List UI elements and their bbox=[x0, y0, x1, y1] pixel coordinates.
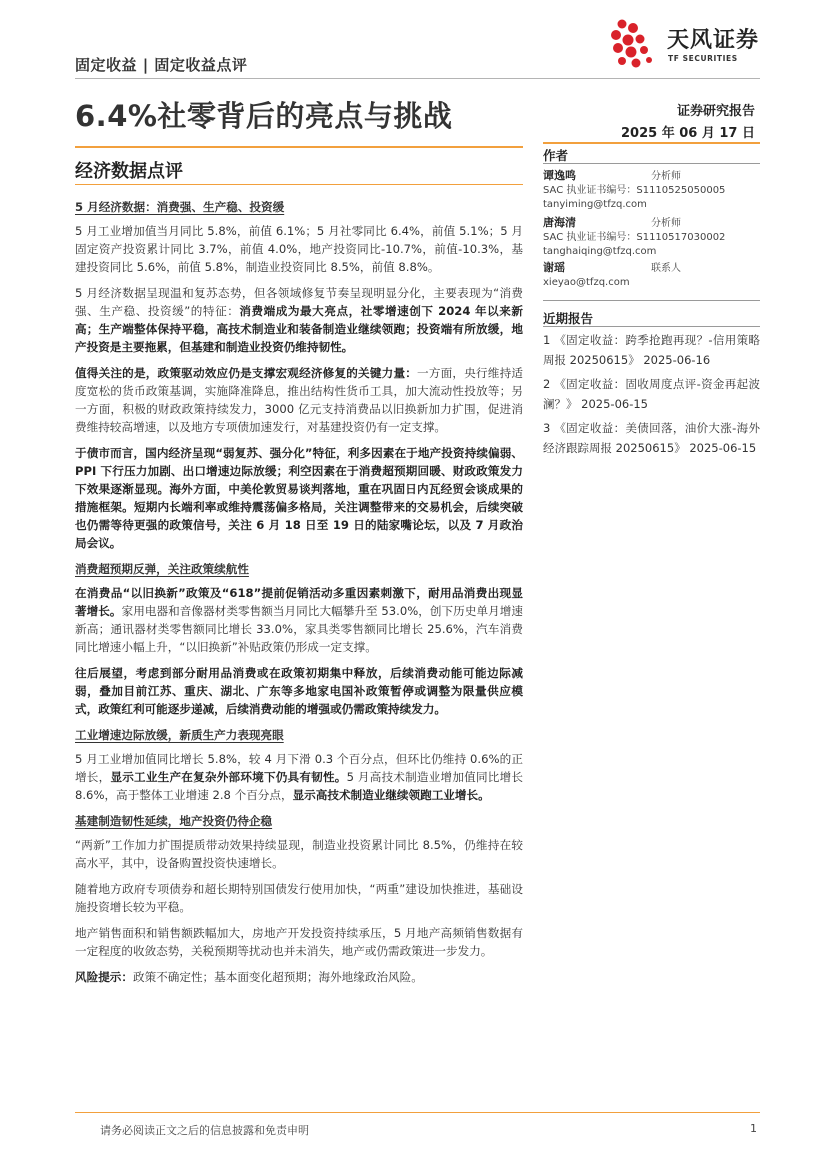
section-heading: 消费超预期反弹，关注政策续航性 bbox=[75, 562, 249, 576]
author-block bbox=[543, 261, 760, 290]
recent-reports-list bbox=[543, 330, 760, 462]
paragraph: 往后展望，考虑到部分耐用品消费或在政策初期集中释放，后续消费动能可能边际减弱，叠加目前江苏、重庆、湖北、广东等多地家电国补政策暂停或调整为限量供应模式，政策红利可能逐步递减，后续消费动能的增强或仍需政策持续发力。 bbox=[75, 666, 523, 716]
recent-reports-heading: 近期报告 bbox=[543, 311, 594, 326]
brand-name-en: TF SECURITIES bbox=[668, 54, 738, 63]
authors-divider bbox=[543, 163, 760, 164]
section-title: 经济数据点评 bbox=[75, 161, 183, 182]
author-role: 分析师 bbox=[651, 218, 681, 229]
author-role: 分析师 bbox=[651, 171, 681, 182]
paragraph: 5 月经济数据呈现温和复苏态势，但各领域修复节奏呈现明显分化，主要表现为“消费强、生产稳、投资缓”的特征：消费端成为最大亮点，社零增速创下 2024 年以来新高；生产端整体保持平稳，高技术制造业和装备制造业继续领跑；投资端有所放缓，地产投资是主要拖累，但基建和制造业投资仍维持韧性。 bbox=[75, 286, 524, 354]
report-category: 固定收益 | 固定收益点评 bbox=[75, 56, 248, 74]
author-block bbox=[543, 216, 760, 259]
header-divider bbox=[75, 78, 760, 79]
paragraph: 值得关注的是，政策驱动效应仍是支撑宏观经济修复的关键力量：一方面，央行维持适度宽松的货币政策基调，实施降准降息，推出结构性货币工具，加大流动性投放等；另一方面，积极的财政政策持续发力，3000 亿元支持消费品以旧换新加力扩围，促进消费维持较高增速，以及地方专项债加速发行，对基建投资仍有一定支撑。 bbox=[75, 366, 523, 434]
report-title: 6.4%社零背后的亮点与挑战 bbox=[75, 99, 453, 133]
brand-name-cn: 天风证券 bbox=[667, 28, 760, 53]
report-body bbox=[75, 198, 523, 994]
section-heading: 基建制造韧性延续，地产投资仍待企稳 bbox=[75, 814, 273, 828]
paragraph: 随着地方政府专项债券和超长期特别国债发行使用加快，“两重”建设加快推进，基础设施投资增长较为平稳。 bbox=[75, 882, 523, 914]
author-email[interactable]: xieyao@tfzq.com bbox=[543, 277, 630, 288]
paragraph: “两新”工作加力扩围提质带动效果持续显现，制造业投资累计同比 8.5%，仍维持在较高水平，其中，设备购置投资快速增长。 bbox=[75, 838, 523, 870]
paragraph: 地产销售面积和销售额跌幅加大，房地产开发投资持续承压，5 月地产高频销售数据有一定程度的收敛态势，关税预期等扰动也并未消失，地产或仍需政策进一步发力。 bbox=[75, 926, 523, 958]
footer-divider bbox=[75, 1112, 760, 1113]
title-divider-right bbox=[543, 142, 760, 144]
author-email[interactable]: tanyiming@tfzq.com bbox=[543, 199, 647, 210]
report-date: 2025 年 06 月 17 日 bbox=[621, 126, 755, 141]
paragraph: 5 月工业增加值同比增长 5.8%，较 4 月下滑 0.3 个百分点，但环比仍维持 0.6%的正增长，显示工业生产在复杂外部环境下仍具有韧性。5 月高技术制造业增加值同比增长 8.6%，高于整体工业增速 2.8 个百分点，显示高技术制造业继续领跑工业增长。 bbox=[75, 752, 523, 802]
title-divider-left bbox=[75, 146, 523, 148]
authors-bottom-divider bbox=[543, 300, 760, 301]
section-divider bbox=[75, 184, 523, 185]
footer-disclaimer[interactable]: 请务必阅读正文之后的信息披露和免责申明 bbox=[100, 1124, 309, 1137]
author-email[interactable]: tanghaiqing@tfzq.com bbox=[543, 246, 657, 257]
recent-divider bbox=[543, 326, 760, 327]
page-number: 1 bbox=[750, 1122, 757, 1135]
author-name: 谭逸鸣 bbox=[543, 169, 576, 182]
author-name: 谢瑶 bbox=[543, 261, 565, 274]
section-heading: 5 月经济数据：消费强、生产稳、投资缓 bbox=[75, 200, 285, 214]
section-heading: 工业增速边际放缓，新质生产力表现亮眼 bbox=[75, 728, 284, 742]
risk-warning: 风险提示：政策不确定性；基本面变化超预期；海外地缘政治风险。 bbox=[75, 970, 423, 984]
recent-report-item[interactable]: 2 《固定收益：固收周度点评-资金再起波澜？》 2025-06-15 bbox=[543, 377, 760, 411]
author-cert: SAC 执业证书编号：S1110517030002 bbox=[543, 232, 726, 243]
tf-securities-logo bbox=[608, 16, 768, 72]
author-cert: SAC 执业证书编号：S1110525050005 bbox=[543, 185, 726, 196]
tf-logo-mark-icon bbox=[608, 16, 664, 72]
paragraph: 5 月工业增加值当月同比 5.8%，前值 6.1%；5 月社零同比 6.4%，前值 5.1%；5 月固定资产投资累计同比 3.7%，前值 4.0%，地产投资同比-10.7%，前值-10.3%，基建投资同比 5.6%，前值 5.8%，制造业投资同比 8.5%，前值 8.8%。 bbox=[75, 224, 523, 274]
author-block bbox=[543, 169, 760, 212]
authors-heading: 作者 bbox=[543, 148, 569, 163]
author-name: 唐海清 bbox=[543, 216, 576, 229]
recent-report-item[interactable]: 3 《固定收益：美债回落，油价大涨-海外经济跟踪周报 20250615》 2025-06-15 bbox=[543, 421, 760, 455]
report-type: 证券研究报告 bbox=[676, 104, 755, 119]
author-role: 联系人 bbox=[651, 263, 681, 274]
recent-report-item[interactable]: 1 《固定收益：跨季抢跑再现？-信用策略周报 20250615》 2025-06-16 bbox=[543, 333, 760, 367]
paragraph: 在消费品“以旧换新”政策及“618”提前促销活动多重因素刺激下，耐用品消费出现显著增长。家用电器和音像器材类零售额当月同比大幅攀升至 53.0%，创下历史单月增速新高；通讯器材类零售额同比增长 33.0%，家具类零售额同比增长 25.6%，汽车消费同比增速小幅上升，“以旧换新”补贴政策仍形成一定支撑。 bbox=[75, 586, 523, 654]
paragraph: 于债市而言，国内经济呈现“弱复苏、强分化”特征，利多因素在于地产投资持续偏弱、PPI 下行压力加剧、出口增速边际放缓；利空因素在于消费超预期回暖、财政政策发力下效果逐渐显现。海外方面，中美伦敦贸易谈判落地，重在巩固日内瓦经贸会谈成果的措施框架。短期内长端利率或维持震荡偏多格局，关注调整带来的交易机会，后续突破也仍需等待更强的政策信号，关注 6 月 18 日至 19 日的陆家嘴论坛，以及 7 月政治局会议。 bbox=[75, 446, 523, 550]
